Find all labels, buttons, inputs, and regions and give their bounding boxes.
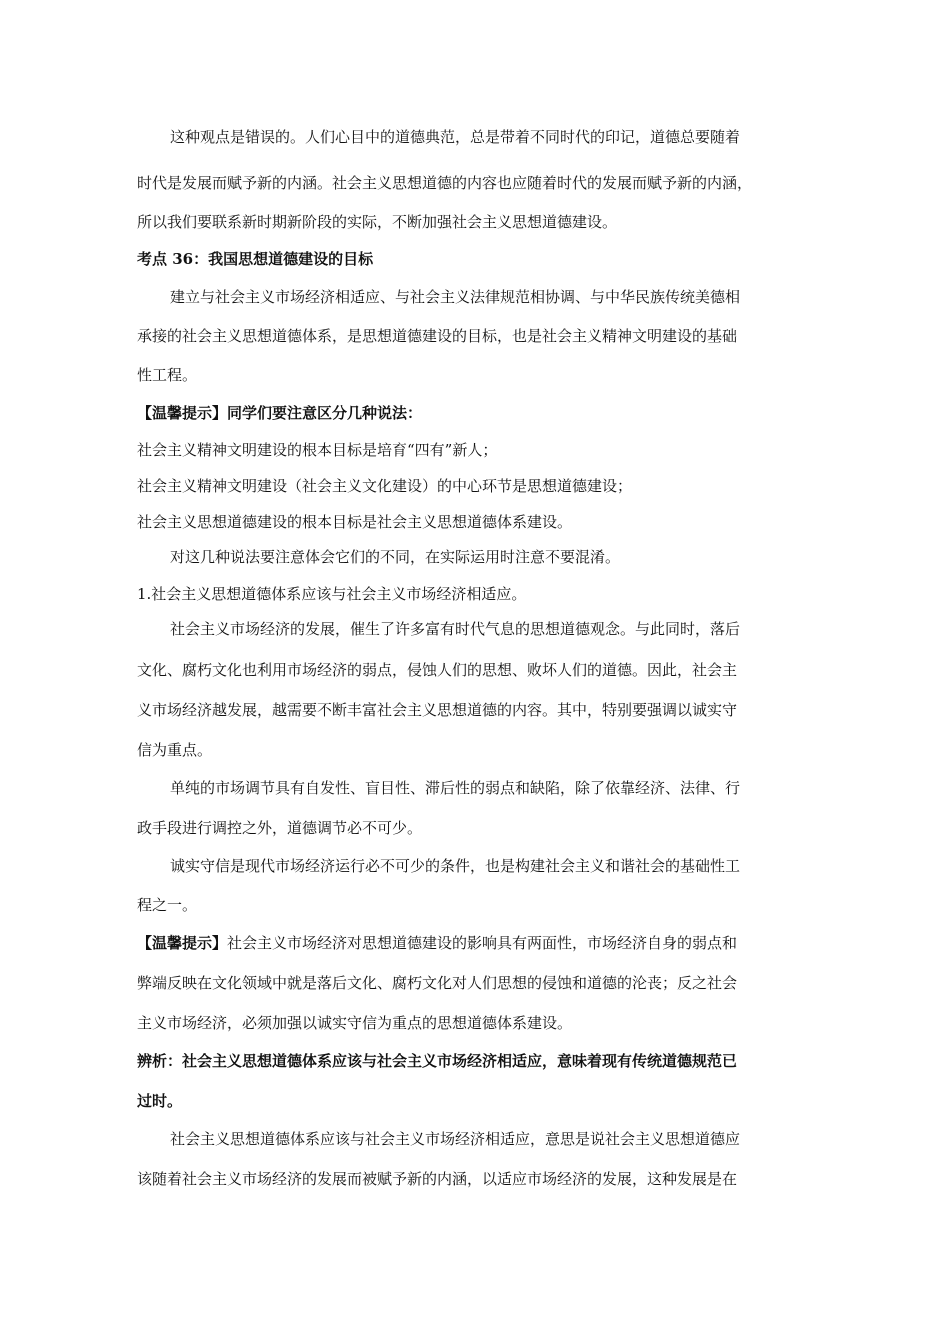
para6-line2: 程之一。	[137, 896, 198, 914]
section-heading-36: 考点 36：我国思想道德建设的目标	[137, 250, 374, 268]
para5-line2: 政手段进行调控之外，道德调节必不可少。	[137, 819, 423, 837]
para2-line1: 建立与社会主义市场经济相适应、与社会主义法律规范相协调、与中华民族传统美德相	[170, 288, 741, 306]
para4-line3: 义市场经济越发展，越需要不断丰富社会主义思想道德的内容。其中，特别要强调以诚实守	[137, 701, 738, 719]
statement-2: 社会主义精神文明建设（社会主义文化建设）的中心环节是思想道德建设；	[137, 477, 633, 495]
tip2-label: 【温馨提示】	[137, 934, 228, 952]
para2-line3: 性工程。	[137, 366, 198, 384]
para4-line4: 信为重点。	[137, 741, 213, 759]
statement-3: 社会主义思想道德建设的根本目标是社会主义思想道德体系建设。	[137, 513, 573, 531]
para7-line2: 该随着社会主义市场经济的发展而被赋予新的内涵，以适应市场经济的发展，这种发展是在	[137, 1170, 738, 1188]
analysis-line2: 过时。	[137, 1092, 183, 1110]
list-item-1: 1.社会主义思想道德体系应该与社会主义市场经济相适应。	[137, 585, 527, 603]
para1-line3: 所以我们要联系新时期新阶段的实际，不断加强社会主义思想道德建设。	[137, 213, 618, 231]
tip2-line3: 主义市场经济，必须加强以诚实守信为重点的思想道德体系建设。	[137, 1014, 573, 1032]
tip-heading: 【温馨提示】同学们要注意区分几种说法：	[137, 404, 423, 422]
tip2-text: 社会主义市场经济对思想道德建设的影响具有两面性，市场经济自身的弱点和	[227, 934, 738, 952]
tip2-line2: 弊端反映在文化领域中就是落后文化、腐朽文化对人们思想的侵蚀和道德的沦丧；反之社会	[137, 974, 738, 992]
para4-line1: 社会主义市场经济的发展，催生了许多富有时代气息的思想道德观念。与此同时，落后	[170, 620, 741, 638]
para2-line2: 承接的社会主义思想道德体系，是思想道德建设的目标，也是社会主义精神文明建设的基础	[137, 327, 738, 345]
para4-line2: 文化、腐朽文化也利用市场经济的弱点，侵蚀人们的思想、败坏人们的道德。因此，社会主	[137, 661, 738, 679]
tip2-line1	[137, 932, 813, 953]
para1-line2: 时代是发展而赋予新的内涵。社会主义思想道德的内容也应随着时代的发展而赋予新的内涵，	[137, 174, 753, 192]
statement-1: 社会主义精神文明建设的根本目标是培育“四有”新人；	[137, 441, 498, 459]
para1-line1: 这种观点是错误的。人们心目中的道德典范，总是带着不同时代的印记，道德总要随着	[170, 128, 741, 146]
para5-line1: 单纯的市场调节具有自发性、盲目性、滞后性的弱点和缺陷，除了依靠经济、法律、行	[170, 779, 741, 797]
analysis-line1: 辨析：社会主义思想道德体系应该与社会主义市场经济相适应，意味着现有传统道德规范已	[137, 1052, 738, 1070]
para6-line1: 诚实守信是现代市场经济运行必不可少的条件，也是构建社会主义和谐社会的基础性工	[170, 857, 741, 875]
para3: 对这几种说法要注意体会它们的不同，在实际运用时注意不要混淆。	[170, 548, 621, 566]
para7-line1: 社会主义思想道德体系应该与社会主义市场经济相适应，意思是说社会主义思想道德应	[170, 1130, 741, 1148]
